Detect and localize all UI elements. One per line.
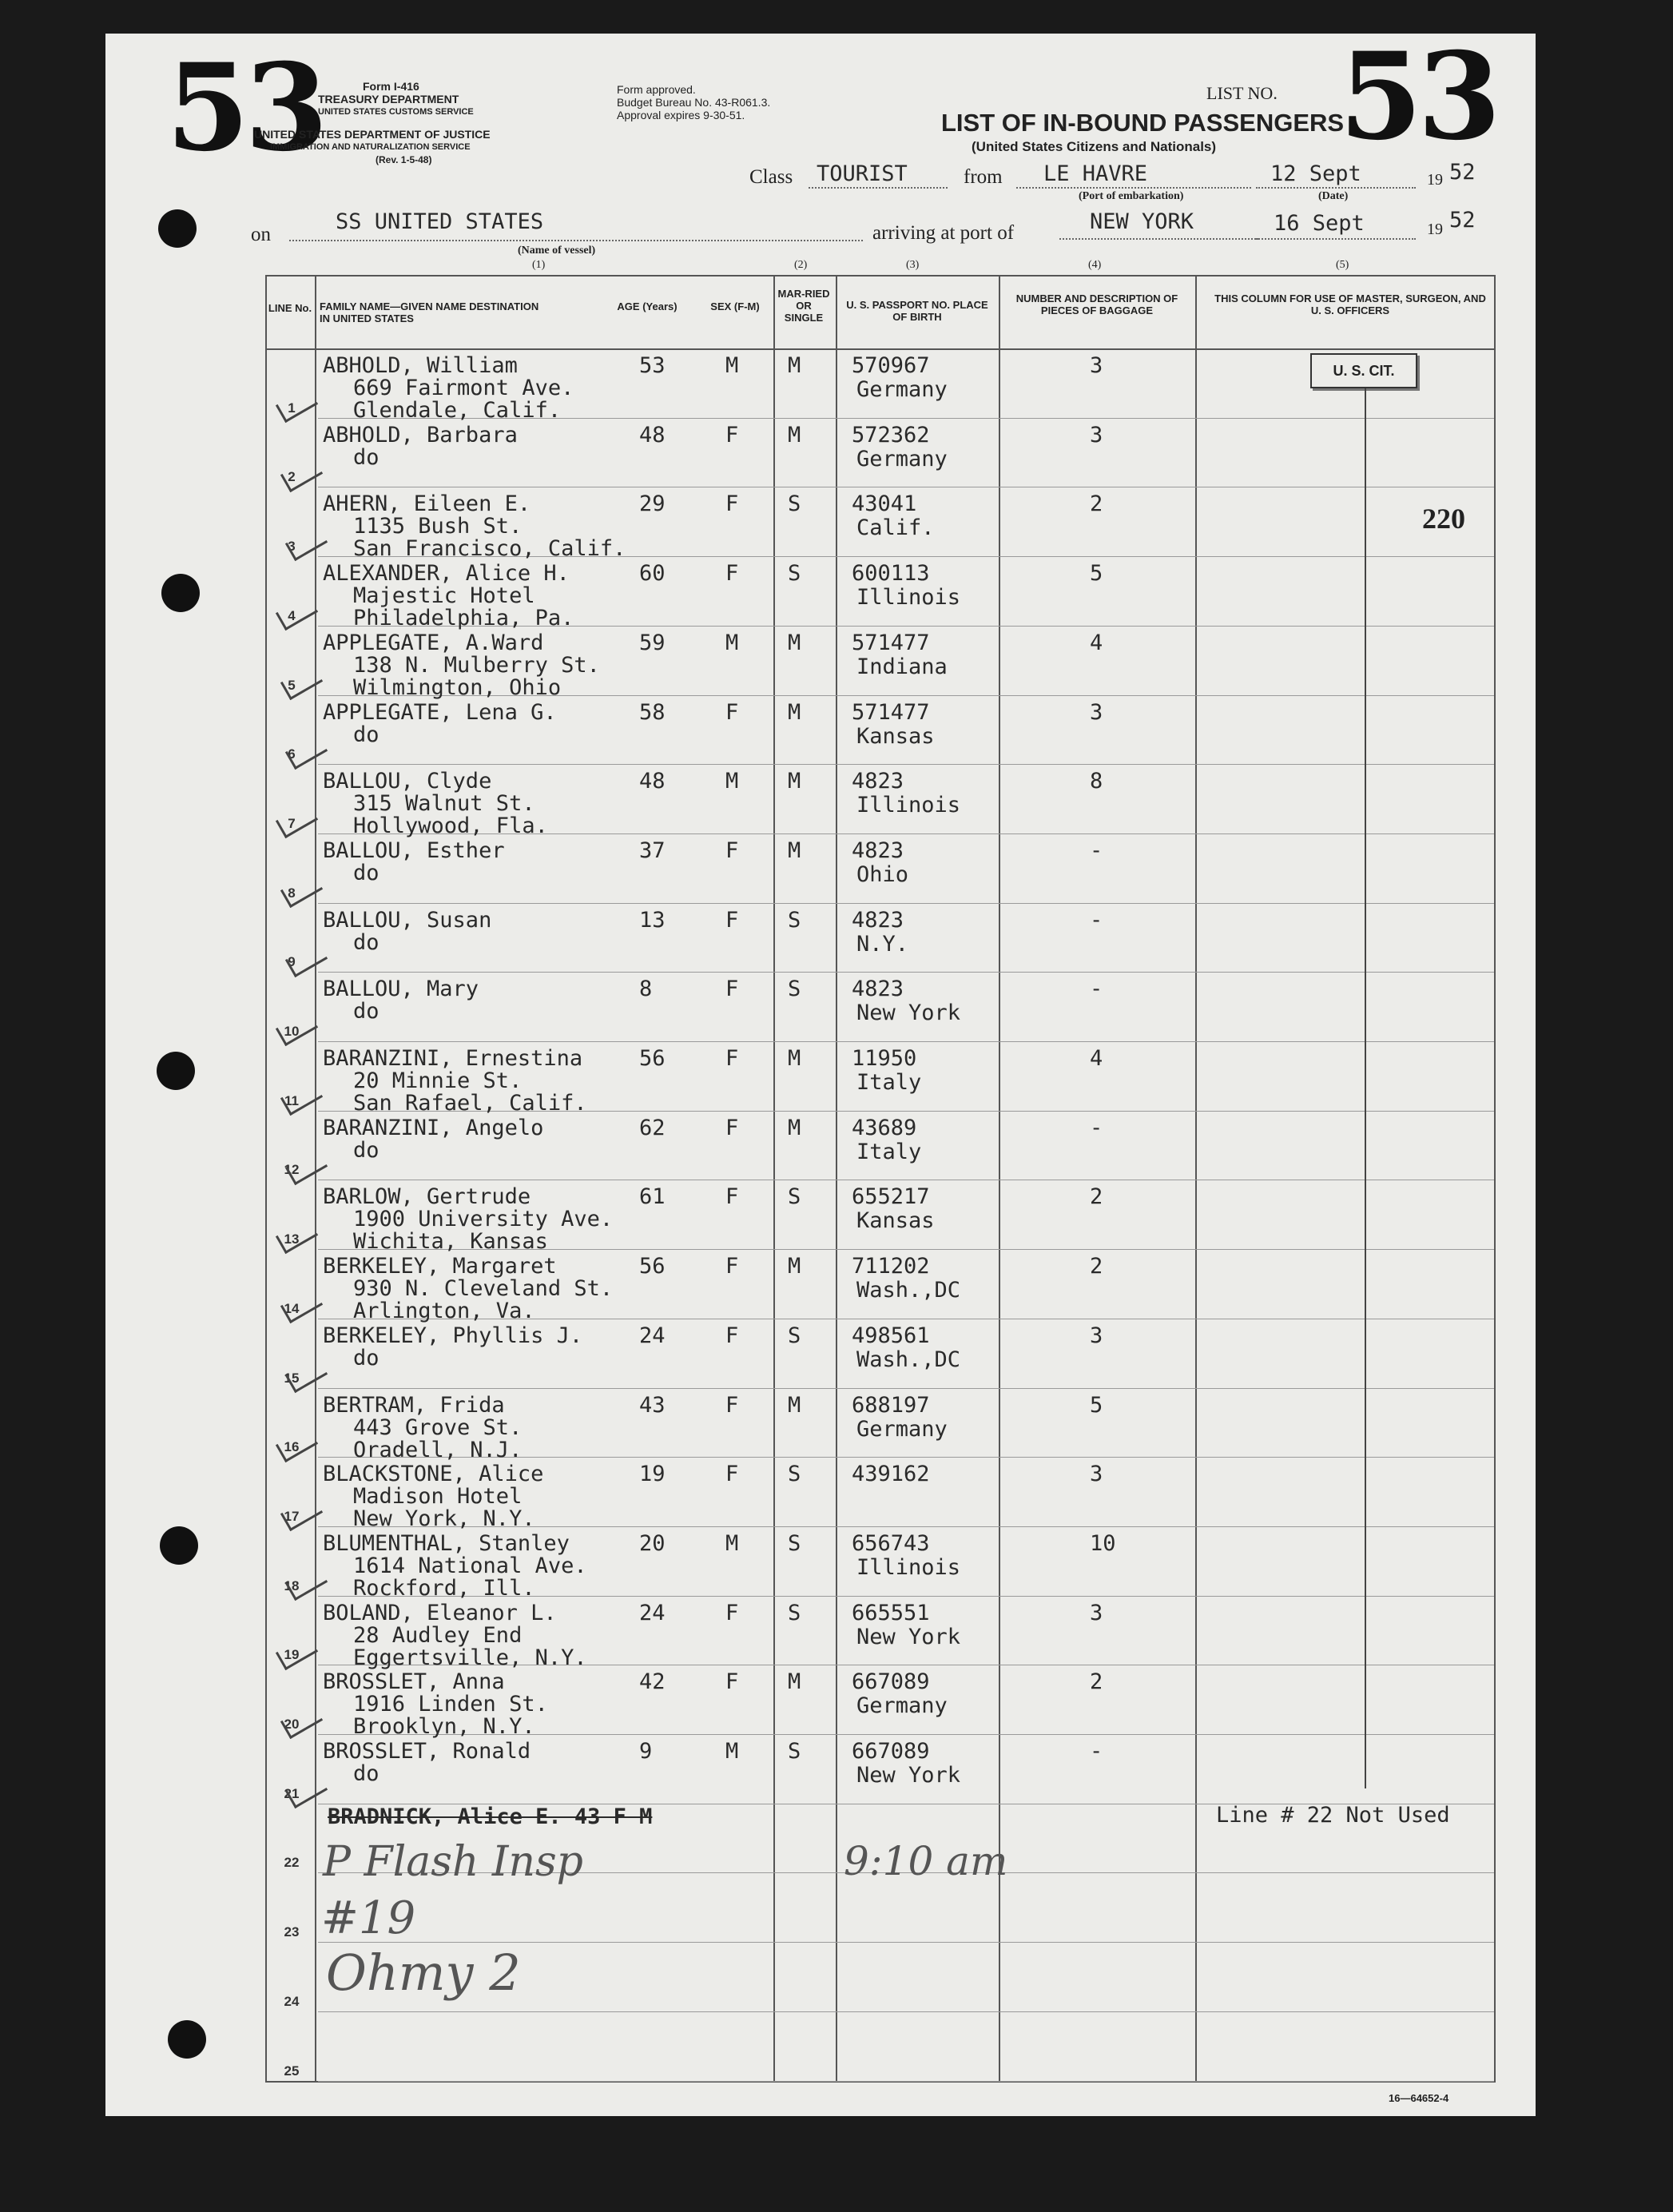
passenger-sex: M	[725, 1531, 739, 1556]
inspection-time: 9:10 am	[844, 1838, 1008, 1884]
baggage-count: -	[1090, 1739, 1103, 1764]
place-of-birth: Italy	[856, 1070, 922, 1095]
row-divider	[318, 2011, 1494, 2012]
col-num-5: (5)	[1336, 259, 1349, 271]
inspector-signature: P Flash Insp	[323, 1838, 583, 1886]
vessel-name: SS UNITED STATES	[336, 209, 544, 234]
passenger-age: 58	[639, 700, 666, 725]
line-number: 6	[288, 746, 296, 762]
passenger-name: BROSSLET, Anna	[323, 1669, 505, 1694]
revision: (Rev. 1-5-48)	[376, 154, 432, 165]
line-number: 11	[284, 1093, 299, 1108]
row-divider	[318, 1388, 1494, 1389]
year-prefix: 19	[1427, 171, 1443, 189]
address-line-1: do	[353, 999, 380, 1024]
passport-number: 600113	[852, 561, 930, 586]
handwritten-initials: Ohmy 2	[326, 1943, 521, 2002]
passport-number: 667089	[852, 1669, 930, 1694]
baggage-count: 3	[1090, 423, 1103, 448]
passport-number: 667089	[852, 1739, 930, 1764]
arrival-port: NEW YORK	[1090, 209, 1194, 234]
marital-status: M	[788, 838, 801, 863]
address-line-1: do	[353, 930, 380, 955]
passenger-sex: F	[725, 1669, 739, 1694]
punch-hole	[160, 1526, 198, 1565]
citizen-bracket-line	[1365, 388, 1366, 1788]
place-of-birth: Kansas	[856, 1208, 935, 1233]
place-of-birth: Italy	[856, 1140, 922, 1164]
embarkation-port: LE HAVRE	[1043, 161, 1148, 186]
passenger-age: 24	[639, 1323, 666, 1348]
place-of-birth: Indiana	[856, 654, 948, 679]
address-line-1: 20 Minnie St.	[353, 1068, 523, 1093]
passenger-name: BALLOU, Mary	[323, 977, 479, 1001]
list-number-stamp-right: 53	[1339, 26, 1496, 167]
passenger-age: 53	[639, 353, 666, 378]
baggage-count: 2	[1090, 1184, 1103, 1209]
line-number: 22	[284, 1855, 300, 1870]
on-label: on	[251, 224, 271, 245]
baggage-count: 5	[1090, 561, 1103, 586]
address-line-1: Madison Hotel	[353, 1484, 523, 1509]
address-line-2: Arlington, Va.	[353, 1299, 535, 1323]
embarkation-date: 12 Sept	[1270, 161, 1361, 186]
ins-service: IMMIGRATION AND NATURALIZATION SERVICE	[270, 142, 471, 152]
address-line-1: 315 Walnut St.	[353, 791, 535, 816]
form-number: Form I-416	[363, 80, 419, 93]
passenger-sex: F	[725, 1184, 739, 1209]
row-divider	[318, 2081, 1494, 2082]
marital-status: M	[788, 1046, 801, 1071]
passenger-age: 48	[639, 769, 666, 794]
passenger-age: 60	[639, 561, 666, 586]
baggage-count: 3	[1090, 1323, 1103, 1348]
passenger-age: 42	[639, 1669, 666, 1694]
arrival-date: 16 Sept	[1274, 211, 1365, 236]
line-22-struck-entry: BRADNICK, Alice E. 43 F M	[328, 1804, 653, 1829]
address-line-2: Wichita, Kansas	[353, 1229, 548, 1254]
place-of-birth: Illinois	[856, 1555, 961, 1580]
address-line-2: New York, N.Y.	[353, 1506, 535, 1531]
handwritten-number: #19	[321, 1892, 416, 1944]
baggage-count: 10	[1090, 1531, 1116, 1556]
row-divider	[318, 1041, 1494, 1042]
marital-status: M	[788, 1254, 801, 1279]
place-of-birth: N.Y.	[856, 932, 909, 957]
col-header-line: LINE No.	[268, 302, 312, 314]
passenger-sex: F	[725, 1254, 739, 1279]
passenger-name: APPLEGATE, A.Ward	[323, 631, 544, 655]
line-number: 15	[284, 1371, 300, 1386]
address-line-1: 669 Fairmont Ave.	[353, 376, 574, 400]
line-number: 1	[288, 400, 296, 416]
place-of-birth: Germany	[856, 1417, 948, 1442]
baggage-count: 4	[1090, 1046, 1103, 1071]
col-header-baggage: NUMBER AND DESCRIPTION OF PIECES OF BAGGAGE	[1015, 292, 1178, 316]
vessel-caption: (Name of vessel)	[518, 245, 596, 257]
from-label: from	[964, 166, 1003, 188]
baggage-count: -	[1090, 977, 1103, 1001]
line-number: 20	[284, 1717, 300, 1732]
date-caption: (Date)	[1318, 190, 1349, 202]
address-line-2: Rockford, Ill.	[353, 1576, 535, 1601]
passport-number: 688197	[852, 1393, 930, 1418]
baggage-count: 3	[1090, 353, 1103, 378]
place-of-birth: New York	[856, 1625, 961, 1649]
passport-number: 665551	[852, 1601, 930, 1625]
class-label: Class	[749, 166, 793, 188]
line-number: 21	[284, 1786, 300, 1801]
passenger-name: BARANZINI, Angelo	[323, 1116, 544, 1140]
class-value: TOURIST	[817, 161, 908, 186]
line-number: 17	[284, 1509, 300, 1524]
form-approved: Form approved.	[617, 83, 696, 96]
line-number: 9	[288, 954, 296, 969]
marital-status: M	[788, 769, 801, 794]
approval-expires: Approval expires 9-30-51.	[617, 109, 745, 121]
passport-number: 655217	[852, 1184, 930, 1209]
line-number: 2	[288, 469, 296, 484]
marital-status: S	[788, 491, 801, 516]
place-of-birth: Ohio	[856, 862, 909, 887]
place-of-birth: Calif.	[856, 515, 935, 540]
marital-status: M	[788, 700, 801, 725]
col-header-married: MAR-RIED OR SINGLE	[777, 288, 830, 324]
address-line-1: do	[353, 1761, 380, 1786]
place-of-birth: Illinois	[856, 793, 961, 818]
passport-number: 43689	[852, 1116, 917, 1140]
line-number: 13	[284, 1231, 300, 1247]
passenger-sex: F	[725, 1116, 739, 1140]
passenger-age: 59	[639, 631, 666, 655]
address-line-1: do	[353, 861, 380, 885]
row-divider	[318, 972, 1494, 973]
line-number: 10	[284, 1024, 300, 1039]
marital-status: S	[788, 1184, 801, 1209]
passenger-name: BLUMENTHAL, Stanley	[323, 1531, 570, 1556]
passenger-age: 37	[639, 838, 666, 863]
page-title: LIST OF IN-BOUND PASSENGERS	[941, 109, 1345, 137]
place-of-birth: Germany	[856, 377, 948, 402]
passenger-sex: F	[725, 491, 739, 516]
line-number: 14	[284, 1301, 300, 1316]
passenger-sex: F	[725, 1323, 739, 1348]
justice-department: UNITED STATES DEPARTMENT OF JUSTICE	[254, 128, 491, 141]
passenger-sex: F	[725, 908, 739, 933]
passport-number: 572362	[852, 423, 930, 448]
us-citizen-stamp: U. S. CIT.	[1310, 353, 1417, 388]
passenger-sex: F	[725, 700, 739, 725]
passenger-sex: F	[725, 977, 739, 1001]
line-number: 19	[284, 1647, 300, 1662]
address-line-2: Brooklyn, N.Y.	[353, 1714, 535, 1739]
passenger-name: BARLOW, Gertrude	[323, 1184, 531, 1209]
passenger-name: BLACKSTONE, Alice	[323, 1462, 544, 1486]
marital-status: M	[788, 1669, 801, 1694]
list-no-label: LIST NO.	[1206, 83, 1278, 103]
passenger-sex: M	[725, 1739, 739, 1764]
marital-status: M	[788, 1393, 801, 1418]
place-of-birth: Illinois	[856, 585, 961, 610]
col-num-4: (4)	[1088, 259, 1102, 271]
passport-number: 4823	[852, 769, 904, 794]
punch-hole	[157, 1052, 195, 1090]
passenger-sex: F	[725, 1046, 739, 1071]
col-header-name: FAMILY NAME—GIVEN NAME DESTINATION IN UNITED STATES	[320, 300, 539, 324]
passenger-sex: F	[725, 423, 739, 448]
col-num-1: (1)	[532, 259, 546, 271]
place-of-birth: Kansas	[856, 724, 935, 749]
line-number: 16	[284, 1439, 300, 1454]
baggage-count: 3	[1090, 1462, 1103, 1486]
line-number: 23	[284, 1924, 300, 1939]
col-header-passport: U. S. PASSPORT NO. PLACE OF BIRTH	[846, 299, 988, 323]
passenger-age: 56	[639, 1254, 666, 1279]
address-line-1: do	[353, 1138, 380, 1163]
marital-status: M	[788, 631, 801, 655]
address-line-1: 1900 University Ave.	[353, 1207, 614, 1231]
passenger-sex: F	[725, 1393, 739, 1418]
col-header-age: AGE (Years)	[617, 300, 678, 312]
place-of-birth: New York	[856, 1001, 961, 1025]
address-line-2: Glendale, Calif.	[353, 398, 562, 423]
passport-number: 571477	[852, 631, 930, 655]
passenger-name: BALLOU, Esther	[323, 838, 505, 863]
marital-status: S	[788, 908, 801, 933]
address-line-2: Oradell, N.J.	[353, 1438, 523, 1462]
address-line-1: 930 N. Cleveland St.	[353, 1276, 614, 1301]
address-line-1: do	[353, 445, 380, 470]
passport-number: 711202	[852, 1254, 930, 1279]
address-line-1: 138 N. Mulberry St.	[353, 653, 600, 678]
arriving-label: arriving at port of	[872, 222, 1015, 244]
marital-status: M	[788, 423, 801, 448]
address-line-1: do	[353, 1346, 380, 1371]
marital-status: S	[788, 1462, 801, 1486]
passenger-sex: F	[725, 838, 739, 863]
passenger-age: 29	[639, 491, 666, 516]
passenger-name: APPLEGATE, Lena G.	[323, 700, 557, 725]
marital-status: S	[788, 1739, 801, 1764]
passenger-name: BERKELEY, Margaret	[323, 1254, 557, 1279]
passenger-name: ABHOLD, Barbara	[323, 423, 518, 448]
baggage-count: 2	[1090, 491, 1103, 516]
address-line-2: San Rafael, Calif.	[353, 1091, 587, 1116]
line-number: 7	[288, 816, 296, 831]
line-number: 8	[288, 885, 296, 901]
marital-status: M	[788, 1116, 801, 1140]
col-header-officers: THIS COLUMN FOR USE OF MASTER, SURGEON, AND U. S. OFFICERS	[1214, 292, 1486, 316]
passenger-age: 62	[639, 1116, 666, 1140]
passenger-name: ALEXANDER, Alice H.	[323, 561, 570, 586]
line-number: 24	[284, 1994, 300, 2009]
passenger-age: 13	[639, 908, 666, 933]
passport-number: 43041	[852, 491, 917, 516]
note-220: 220	[1422, 503, 1465, 535]
passport-number: 11950	[852, 1046, 917, 1071]
place-of-birth: Wash.,DC	[856, 1347, 961, 1372]
line-number: 4	[288, 608, 296, 623]
baggage-count: 2	[1090, 1669, 1103, 1694]
passport-number: 4823	[852, 977, 904, 1001]
address-line-2: Wilmington, Ohio	[353, 675, 562, 700]
passport-number: 439162	[852, 1462, 930, 1486]
baggage-count: -	[1090, 908, 1103, 933]
line-number: 12	[284, 1162, 300, 1177]
line-number: 3	[288, 539, 296, 554]
passenger-sex: F	[725, 1462, 739, 1486]
year-suffix: 52	[1449, 160, 1476, 185]
passenger-name: BALLOU, Susan	[323, 908, 492, 933]
baggage-count: 5	[1090, 1393, 1103, 1418]
baggage-count: 3	[1090, 700, 1103, 725]
address-line-2: Eggertsville, N.Y.	[353, 1645, 587, 1670]
marital-status: S	[788, 561, 801, 586]
footer-code: 16—64652-4	[1389, 2092, 1449, 2104]
passenger-name: AHERN, Eileen E.	[323, 491, 531, 516]
place-of-birth: Germany	[856, 447, 948, 471]
baggage-count: 4	[1090, 631, 1103, 655]
passenger-sex: M	[725, 769, 739, 794]
address-line-2: Hollywood, Fla.	[353, 814, 548, 838]
passenger-sex: F	[725, 1601, 739, 1625]
passenger-age: 20	[639, 1531, 666, 1556]
row-divider	[318, 764, 1494, 765]
passenger-name: BERTRAM, Frida	[323, 1393, 505, 1418]
passport-number: 4823	[852, 838, 904, 863]
arrival-year-suffix: 52	[1449, 208, 1476, 233]
passenger-age: 24	[639, 1601, 666, 1625]
passenger-sex: M	[725, 631, 739, 655]
arrival-year-prefix: 19	[1427, 221, 1443, 238]
budget-bureau: Budget Bureau No. 43-R061.3.	[617, 96, 771, 109]
passenger-age: 19	[639, 1462, 666, 1486]
customs-service: UNITED STATES CUSTOMS SERVICE	[318, 107, 474, 117]
address-line-1: 1614 National Ave.	[353, 1554, 587, 1578]
baggage-count: -	[1090, 1116, 1103, 1140]
passenger-age: 56	[639, 1046, 666, 1071]
line-22-note: Line # 22 Not Used	[1216, 1803, 1450, 1828]
punch-hole	[158, 209, 197, 248]
marital-status: S	[788, 1601, 801, 1625]
list-number-stamp-left: 53	[166, 38, 324, 178]
line-number: 25	[284, 2063, 300, 2079]
marital-status: M	[788, 353, 801, 378]
address-line-2: San Francisco, Calif.	[353, 536, 626, 561]
passport-number: 570967	[852, 353, 930, 378]
passenger-sex: F	[725, 561, 739, 586]
address-line-1: 1916 Linden St.	[353, 1692, 548, 1717]
col-num-3: (3)	[906, 259, 920, 271]
passport-number: 4823	[852, 908, 904, 933]
place-of-birth: Wash.,DC	[856, 1278, 961, 1303]
port-embarkation-caption: (Port of embarkation)	[1079, 190, 1184, 202]
passenger-age: 9	[639, 1739, 653, 1764]
baggage-count: 2	[1090, 1254, 1103, 1279]
passenger-name: BARANZINI, Ernestina	[323, 1046, 583, 1071]
punch-hole	[168, 2020, 206, 2059]
line-number: 18	[284, 1578, 300, 1593]
passenger-name: BALLOU, Clyde	[323, 769, 492, 794]
treasury-department: TREASURY DEPARTMENT	[318, 93, 459, 105]
address-line-1: 1135 Bush St.	[353, 514, 523, 539]
passenger-age: 61	[639, 1184, 666, 1209]
punch-hole	[161, 574, 200, 612]
passport-number: 571477	[852, 700, 930, 725]
line-number: 5	[288, 678, 296, 693]
passenger-name: BROSSLET, Ronald	[323, 1739, 531, 1764]
address-line-1: Majestic Hotel	[353, 583, 535, 608]
address-line-1: do	[353, 722, 380, 747]
address-line-1: 443 Grove St.	[353, 1415, 523, 1440]
address-line-1: 28 Audley End	[353, 1623, 523, 1648]
passenger-age: 43	[639, 1393, 666, 1418]
place-of-birth: New York	[856, 1763, 961, 1788]
page-subtitle: (United States Citizens and Nationals)	[972, 139, 1217, 154]
baggage-count: 3	[1090, 1601, 1103, 1625]
col-header-sex: SEX (F-M)	[710, 300, 760, 312]
row-divider	[318, 1942, 1494, 1943]
marital-status: S	[788, 1323, 801, 1348]
passport-number: 656743	[852, 1531, 930, 1556]
baggage-count: 8	[1090, 769, 1103, 794]
marital-status: S	[788, 1531, 801, 1556]
marital-status: S	[788, 977, 801, 1001]
baggage-count: -	[1090, 838, 1103, 863]
passenger-name: BOLAND, Eleanor L.	[323, 1601, 557, 1625]
col-num-2: (2)	[794, 259, 808, 271]
passport-number: 498561	[852, 1323, 930, 1348]
passenger-age: 8	[639, 977, 653, 1001]
passenger-name: BERKELEY, Phyllis J.	[323, 1323, 583, 1348]
passenger-name: ABHOLD, William	[323, 353, 518, 378]
row-divider	[318, 903, 1494, 904]
place-of-birth: Germany	[856, 1693, 948, 1718]
passenger-age: 48	[639, 423, 666, 448]
address-line-2: Philadelphia, Pa.	[353, 606, 574, 631]
passenger-sex: M	[725, 353, 739, 378]
